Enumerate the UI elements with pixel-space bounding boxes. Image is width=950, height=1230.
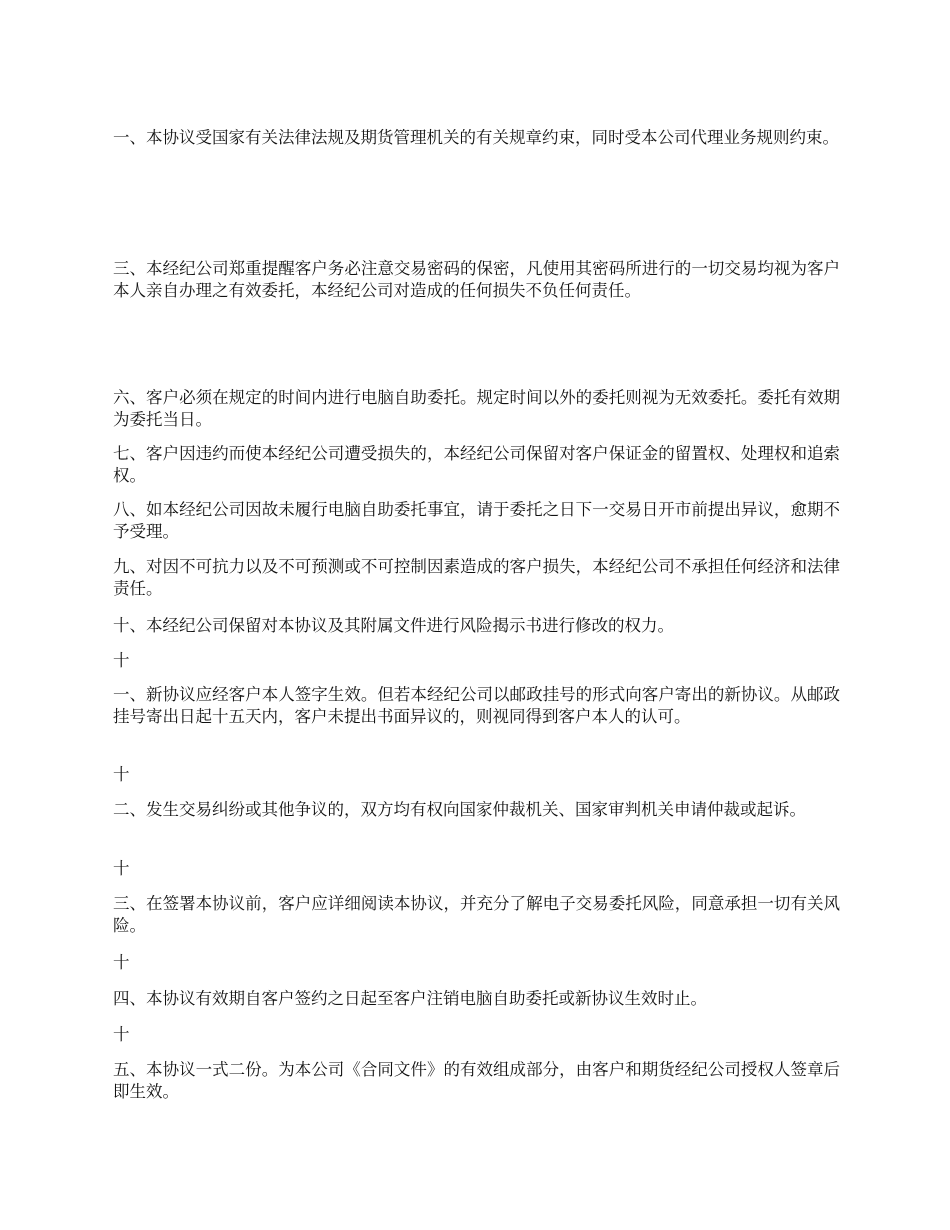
clause-1: 一、本协议受国家有关法律法规及期货管理机关的有关规章约束，同时受本公司代理业务规则约束。	[113, 128, 839, 147]
clause-14: 四、本协议有效期自客户签约之日起至客户注销电脑自助委托或新协议生效时止。	[113, 989, 707, 1008]
clause-3: 三、本经纪公司郑重提醒客户务必注意交易密码的保密，凡使用其密码所进行的一切交易均视为客户本人亲自办理之有效委托，本经纪公司对造成的任何损失不负任何责任。	[113, 259, 840, 300]
clause-13: 三、在签署本协议前，客户应详细阅读本协议，并充分了解电子交易委托风险，同意承担一切有关风险。	[113, 894, 840, 935]
clause-15: 五、本协议一式二份。为本公司《合同文件》的有效组成部分，由客户和期货经纪公司授权人签章后即生效。	[113, 1060, 840, 1101]
clause-11-prefix: 十	[113, 651, 130, 670]
clause-7: 七、客户因违约而使本经纪公司遭受损失的，本经纪公司保留对客户保证金的留置权、处理权和追索权。	[113, 444, 840, 485]
clause-14-prefix: 十	[113, 953, 130, 972]
clause-12-prefix: 十	[113, 765, 130, 784]
clause-13-prefix: 十	[113, 859, 130, 878]
clause-10: 十、本经纪公司保留对本协议及其附属文件进行风险揭示书进行修改的权力。	[113, 616, 674, 635]
clause-12: 二、发生交易纠纷或其他争议的，双方均有权向国家仲裁机关、国家审判机关申请仲裁或起诉。	[113, 800, 806, 819]
clause-15-prefix: 十	[113, 1025, 130, 1044]
clause-8: 八、如本经纪公司因故未履行电脑自助委托事宜，请于委托之日下一交易日开市前提出异议，愈期不予受理。	[113, 500, 840, 541]
clause-11: 一、新协议应经客户本人签字生效。但若本经纪公司以邮政挂号的形式向客户寄出的新协议。从邮政挂号寄出日起十五天内，客户未提出书面异议的，则视同得到客户本人的认可。	[113, 685, 840, 726]
clause-6: 六、客户必须在规定的时间内进行电脑自助委托。规定时间以外的委托则视为无效委托。委托有效期为委托当日。	[113, 388, 840, 429]
clause-9: 九、对因不可抗力以及不可预测或不可控制因素造成的客户损失，本经纪公司不承担任何经济和法律责任。	[113, 557, 840, 598]
